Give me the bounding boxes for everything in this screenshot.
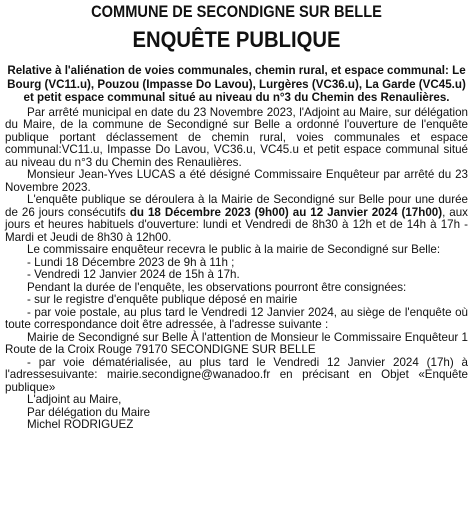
reception-date-1: - Lundi 18 Décembre 2023 de 9h à 11h ; <box>27 255 235 269</box>
opening-hours-text: , aux jours et heures habituels d'ouverture: lundi et Vendredi de 8h30 à 12h et de 14h à 17h - Mardi et Jeudi de 8h30 à 12h00. <box>5 205 468 244</box>
signature-title: L'adjoint au Maire, <box>27 393 122 406</box>
reception-date-2: - Vendredi 12 Janvier 2024 de 15h à 17h. <box>27 268 240 281</box>
observation-email: - par voie dématérialisée, au plus tard le Vendredi 12 Janvier 2024 (17h) à l'adressesuivante: mairie.secondigne@wanadoo.fr en précisant en Objet «Enquête publique» <box>5 355 468 394</box>
duration-text: L'enquête publique se déroulera à la Mairie de Secondigné sur Belle pour une durée de 26 jours consécutifs <box>5 193 468 219</box>
paragraph-commissioner: Monsieur Jean-Yves LUCAS a été désigné Commissaire Enquêteur par arrêté du 23 Novembre 2023. <box>5 168 468 194</box>
notice-body <box>5 107 468 432</box>
observation-postal: - par voie postale, au plus tard le Vendredi 12 Janvier 2024, au siège de l'enquête où toute correspondance doit être adressée, à l'adresse suivante : <box>5 305 468 331</box>
paragraph-observations: Pendant la durée de l'enquête, les observations pourront être consignées: <box>27 280 407 294</box>
signature-delegation: Par délégation du Maire <box>27 405 151 419</box>
signature-name: Michel RODRIGUEZ <box>27 418 134 431</box>
paragraph-reception: Le commissaire enquêteur recevra le public à la mairie de Secondigné sur Belle: <box>27 243 441 256</box>
mailing-address: Mairie de Secondigné sur Belle À l'attention de Monsieur le Commissaire Enquêteur 1 Route de la Croix Rouge 79170 SECONDIGNE SUR BELLE <box>5 330 468 356</box>
paragraph-duration <box>5 194 468 244</box>
notice-subject: Relative à l'aliénation de voies communales, chemin rural, et espace communal: Le Bourg (VC11.u), Pouzou (Impasse Do Lavou), Lurgères (VC36.u), La Garde (VC45.u) et petit espace communal situé au niveau du n°3 du Chemin des Renaulières. <box>7 64 466 104</box>
duration-dates: du 18 Décembre 2023 (9h00) au 12 Janvier 2024 (17h00) <box>129 205 443 219</box>
notice-title: ENQUÊTE PUBLIQUE <box>132 27 341 52</box>
commune-heading: COMMUNE DE SECONDIGNE SUR BELLE <box>91 2 382 21</box>
paragraph-decree: Par arrêté municipal en date du 23 Novembre 2023, l'Adjoint au Maire, sur délégation du Maire, de la commune de Secondigné sur Belle a ordonné l'ouverture de l'enquête publique portant déclassement de chemin rural, voies communales et espace communal:VC11.u, Impasse Do Lavou, VC36.u, VC45.u et petit espace communal situé au niveau du n°3 du Chemin des Renaulières. <box>5 105 468 169</box>
observation-register: - sur le registre d'enquête publique déposé en mairie <box>27 293 298 306</box>
